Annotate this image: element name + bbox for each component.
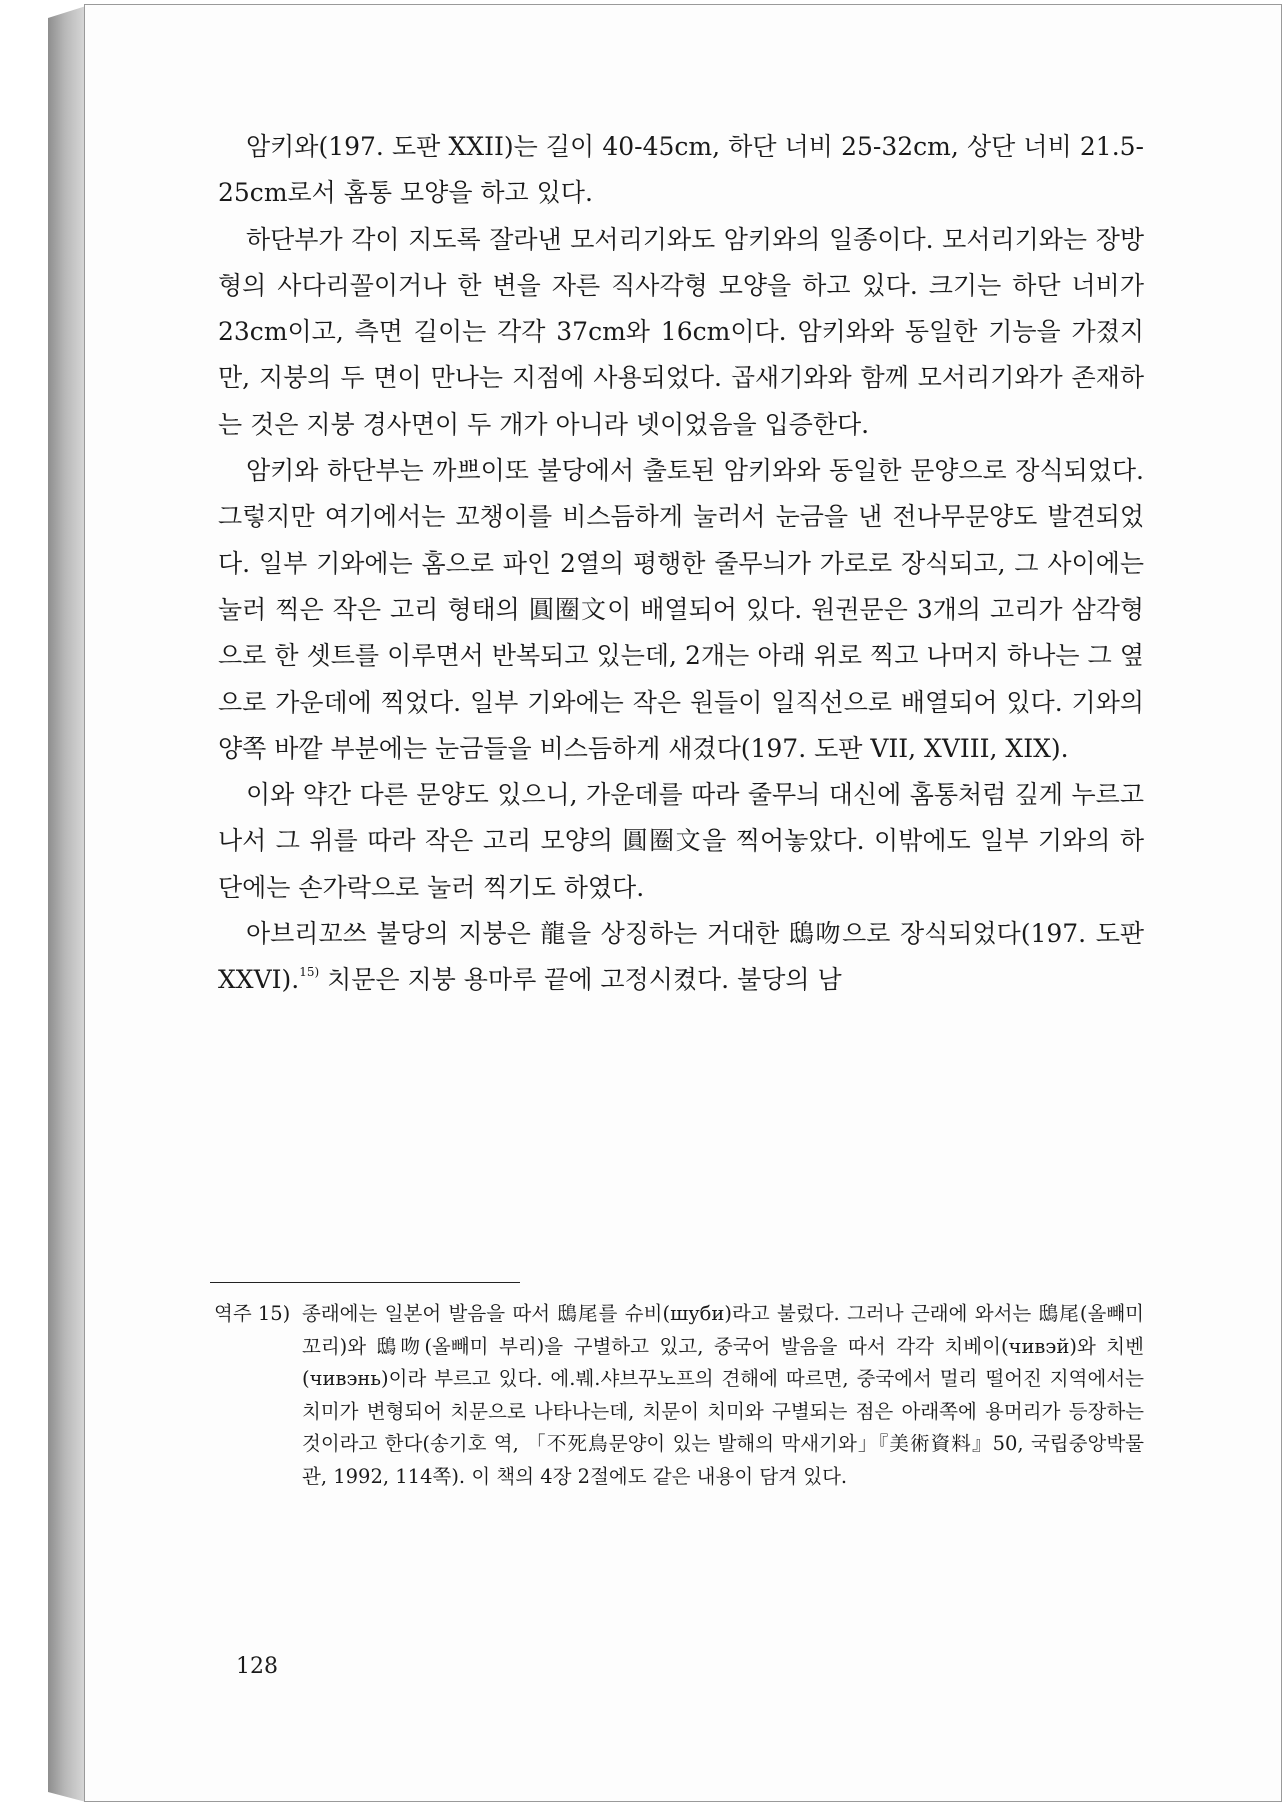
- page-number: 128: [236, 1654, 278, 1679]
- paragraph-1: 암키와(197. 도판 XXII)는 길이 40-45cm, 하단 너비 25-32cm, 상단 너비 21.5-25cm로서 홈통 모양을 하고 있다.: [218, 132, 1144, 208]
- paragraph-5-end: 치문은 지붕 용마루 끝에 고정시켰다. 불당의 남: [319, 965, 842, 995]
- paragraph-5-start: 아브리꼬쓰 불당의 지붕은 龍을 상징하는 거대한 鴟吻으로 장식되었다(197. 도판 XXVI).: [218, 919, 1144, 995]
- footnote-reference: 15): [299, 965, 320, 980]
- body-text: [218, 124, 1144, 1004]
- paragraph-3: 암키와 하단부는 까쁘이또 불당에서 출토된 암키와와 동일한 문양으로 장식되었다. 그렇지만 여기에서는 꼬챙이를 비스듬하게 눌러서 눈금을 낸 전나무문양도 발견되었다. 일부 기와에는 홈으로 파인 2열의 평행한 줄무늬가 가로로 장식되고, 그 사이에는 눌러 찍은 작은 고리 형태의 圓圈文이 배열되어 있다. 원권문은 3개의 고리가 삼각형으로 한 셋트를 이루면서 반복되고 있는데, 2개는 아래 위로 찍고 나머지 하나는 그 옆으로 가운데에 찍었다. 일부 기와에는 작은 원들이 일직선으로 배열되어 있다. 기와의 양쪽 바깥 부분에는 눈금들을 비스듬하게 새겼다(197. 도판 VII, XVIII, XIX).: [218, 456, 1144, 763]
- footnote: [214, 1298, 1144, 1493]
- footnote-divider: [210, 1282, 520, 1283]
- paragraph-5: [218, 911, 1144, 1004]
- paragraph-4: 이와 약간 다른 문양도 있으니, 가운데를 따라 줄무늬 대신에 홈통처럼 깊게 누르고 나서 그 위를 따라 작은 고리 모양의 圓圈文을 찍어놓았다. 이밖에도 일부 기와의 하단에는 손가락으로 눌러 찍기도 하였다.: [218, 780, 1144, 902]
- footnote-text: 종래에는 일본어 발음을 따서 鴟尾를 슈비(шуби)라고 불렀다. 그러나 근래에 와서는 鴟尾(올빼미 꼬리)와 鴟吻(올빼미 부리)을 구별하고 있고, 중국어 발음을 따서 각각 치베이(чивэй)와 치벤(чивэнь)이라 부르고 있다. 에.붸.샤브꾸노프의 견해에 따르면, 중국에서 멀리 떨어진 지역에서는 치미가 변형되어 치문으로 나타나는데, 치문이 치미와 구별되는 점은 아래쪽에 용머리가 등장하는 것이라고 한다(송기호 역, 「不死鳥문양이 있는 발해의 막새기와」『美術資料』50, 국립중앙박물관, 1992, 114쪽). 이 책의 4장 2절에도 같은 내용이 담겨 있다.: [302, 1302, 1144, 1488]
- footnote-label: 역주 15): [214, 1302, 291, 1325]
- paragraph-2: 하단부가 각이 지도록 잘라낸 모서리기와도 암키와의 일종이다. 모서리기와는 장방형의 사다리꼴이거나 한 변을 자른 직사각형 모양을 하고 있다. 크기는 하단 너비가 23cm이고, 측면 길이는 각각 37cm와 16cm이다. 암키와와 동일한 기능을 가졌지만, 지붕의 두 면이 만나는 지점에 사용되었다. 곱새기와와 함께 모서리기와가 존재하는 것은 지붕 경사면이 두 개가 아니라 넷이었음을 입증한다.: [218, 224, 1144, 439]
- book-spine-edge: [48, 6, 86, 1802]
